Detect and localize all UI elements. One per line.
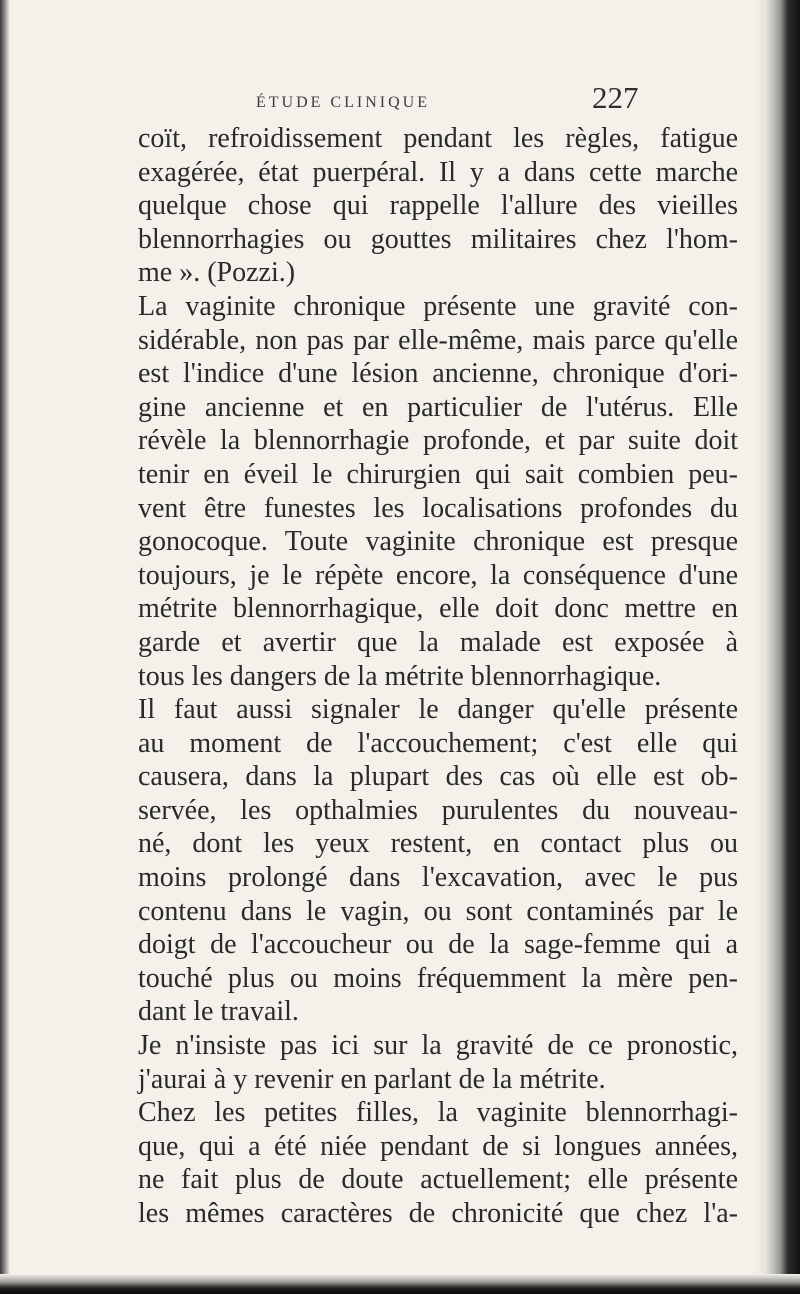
text-line: causera, dans la plupart des cas où elle est ob- [138,761,738,793]
text-line: tous les dangers de la métrite blennorrhagique. [138,660,662,692]
body-text [138,122,738,1231]
text-line: contenu dans le vagin, ou sont contaminés par le [138,895,738,927]
text-line: Je n'insiste pas ici sur la gravité de ce pronostic, [138,1030,738,1062]
page-right-edge-shadow [754,0,800,1294]
text-line: garde et avertir que la malade est exposée à [138,626,738,658]
text-line: Il faut aussi signaler le danger qu'elle présente [138,694,738,726]
text-line: exagérée, état puerpéral. Il y a dans cette marche [138,156,738,188]
text-line: gonocoque. Toute vaginite chronique est presque [138,526,738,558]
text-line: blennorrhagies ou gouttes militaires chez l'hom- [138,223,738,255]
text-line: j'aurai à y revenir en parlant de la métrite. [138,1063,606,1095]
text-line: ne fait plus de doute actuellement; elle présente [138,1164,738,1196]
text-line: gine ancienne et en particulier de l'utérus. Elle [138,391,738,423]
text-line: doigt de l'accoucheur ou de la sage-femme qui a [138,929,738,961]
text-line: touché plus ou moins fréquemment la mère pen- [138,962,738,994]
text-line: toujours, je le répète encore, la conséquence d'une [138,559,738,591]
page-bottom-edge-shadow [0,1274,800,1294]
text-line: révèle la blennorrhagie profonde, et par suite doit [138,425,738,457]
text-line: est l'indice d'une lésion ancienne, chronique d'ori- [138,358,738,390]
page-left-edge [0,0,10,1294]
text-line: les mêmes caractères de chronicité que chez l'a- [138,1198,738,1229]
page-number: 227 [592,80,639,115]
text-line: vent être funestes les localisations profondes du [138,492,738,524]
text-line: au moment de l'accouchement; c'est elle qui [138,727,738,759]
text-line: coït, refroidissement pendant les règles, fatigue [138,123,738,154]
text-line: La vaginite chronique présente une gravité con- [138,290,738,322]
text-line: que, qui a été niée pendant de si longues années, [138,1130,738,1162]
text-line: tenir en éveil le chirurgien qui sait combien peu- [138,458,738,490]
text-line: servée, les opthalmies purulentes du nouveau- [138,794,738,826]
text-line: quelque chose qui rappelle l'allure des vieilles [138,190,738,222]
text-line: moins prolongé dans l'excavation, avec le pus [138,862,738,894]
text-line: sidérable, non pas par elle-même, mais parce qu'elle [138,324,738,356]
running-header: ÉTUDE CLINIQUE [256,94,430,111]
text-line: métrite blennorrhagique, elle doit donc mettre en [138,593,738,625]
text-line: né, dont les yeux restent, en contact plus ou [138,828,738,860]
text-line: Chez les petites filles, la vaginite blennorrhagi- [138,1097,738,1129]
text-line: me ». (Pozzi.) [138,257,296,289]
text-line: dant le travail. [138,996,299,1028]
